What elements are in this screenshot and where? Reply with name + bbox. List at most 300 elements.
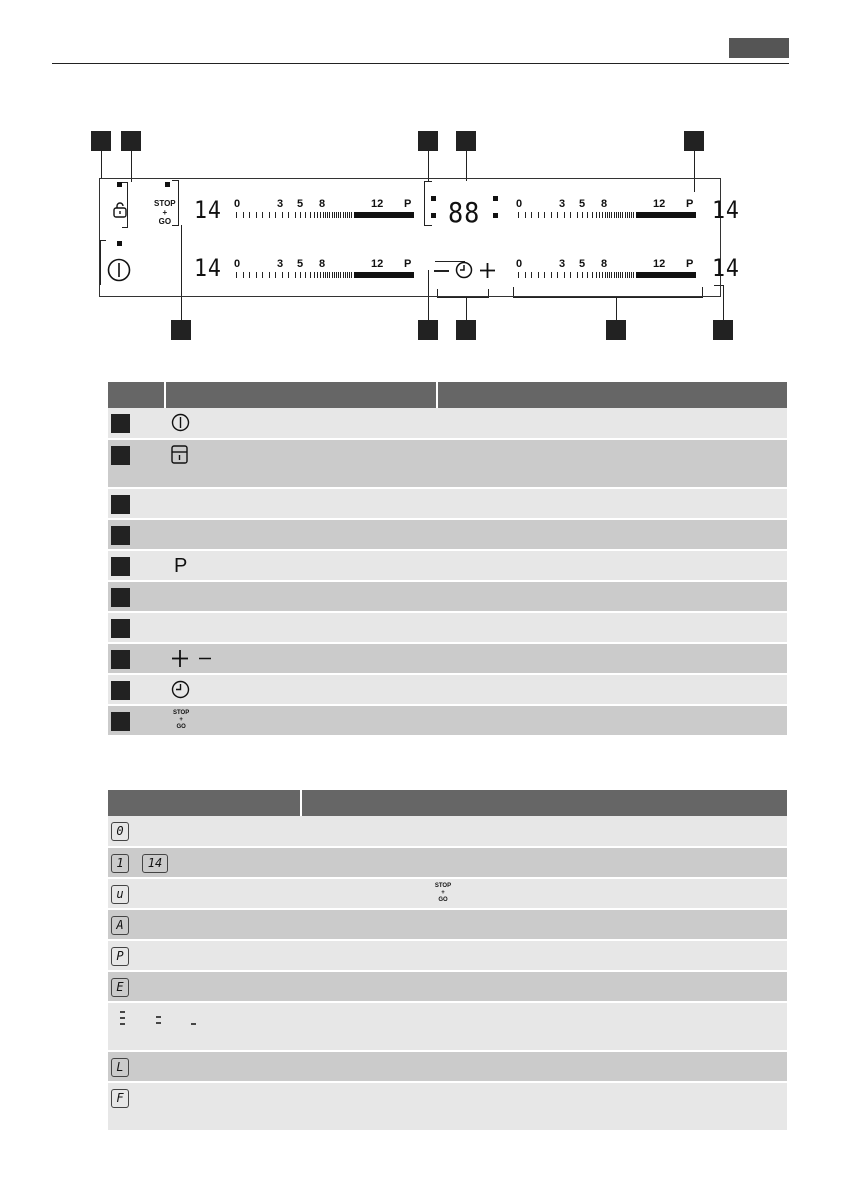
scale-tick [625,272,626,278]
scale-tick [340,272,341,278]
indicator-dot [431,213,436,218]
callout-9 [606,320,626,340]
scale-label: 3 [277,198,284,210]
scale-tick [627,212,628,218]
right-bottom-display: 14 [712,254,740,282]
table-cell [165,643,437,674]
scale-tick [633,272,634,278]
stop-go-line: GO [176,724,186,730]
scale-label: 3 [559,258,566,270]
callout-marker [111,712,130,731]
stop-go-line: + [162,208,168,217]
scale-label: P [404,258,412,270]
table-cell [108,488,165,519]
table-row [108,847,787,878]
scale-tick [525,272,526,278]
scale-tick [310,272,311,278]
stop-go-icon[interactable] [154,199,176,226]
scale-tick [334,212,335,218]
scale-tick [338,272,339,278]
scale-tick [336,212,337,218]
scale-tick [336,272,337,278]
display-code: P [111,947,129,966]
scale-tick [609,272,610,278]
table-cell [437,674,787,705]
scale-tick [320,272,321,278]
table-cell [301,1082,787,1131]
scale-tick [310,212,311,218]
indicator-dot [117,241,122,246]
scale-label: 12 [653,198,666,210]
table-row [108,705,787,736]
table-header [108,790,787,816]
scale-label: 0 [516,198,523,210]
table-row [108,550,787,581]
scale-tick [334,272,335,278]
plus-minus-icon [171,649,215,668]
scale-tick [345,272,346,278]
scale-tick [256,212,257,218]
callout-marker [111,557,130,576]
scale-tick [343,272,344,278]
table-cell [437,439,787,488]
scale-tick [325,272,326,278]
table-header [108,382,787,408]
scale-label: 12 [653,258,666,270]
callout-marker [111,526,130,545]
scale-tick [605,212,606,218]
scale-tick [347,272,348,278]
table-cell [108,940,301,971]
scale-tick [314,272,315,278]
scale-tick [605,272,606,278]
scale-tick [288,212,289,218]
callout-marker [111,650,130,669]
stop-go-line: STOP [154,199,176,208]
table-cell [108,519,165,550]
stop-go-line: STOP [173,710,190,716]
display-code: u [111,885,129,904]
table-cell [108,674,165,705]
stop-go-line: GO [438,897,448,903]
scale-bar [636,272,696,278]
scale-label: 0 [234,198,241,210]
display-code: 0 [111,822,129,841]
callout-1 [91,131,111,151]
stop-go-line: + [441,890,445,896]
table-cell [301,971,787,1002]
callout-10 [713,320,733,340]
leader-line [466,151,467,181]
scale-tick [614,272,615,278]
table-cell [165,488,437,519]
scale-tick [288,272,289,278]
scale-tick [295,272,296,278]
scale-tick [249,212,250,218]
scale-tick [295,212,296,218]
table-cell [108,1051,301,1082]
on-off-icon[interactable] [107,258,131,282]
scale-tick [596,212,597,218]
timer-icon[interactable] [455,261,473,279]
scale-label: 8 [601,198,608,210]
table-row [108,971,787,1002]
slider-right-top[interactable] [516,198,696,224]
scale-tick [577,272,578,278]
timer-display: 88 [448,196,481,229]
stop-go-line: STOP [434,883,452,889]
scale-label: 12 [371,198,384,210]
scale-label: 0 [516,258,523,270]
indicator-dot [431,196,436,201]
scale-tick [564,212,565,218]
scale-tick [631,272,632,278]
scale-tick [618,212,619,218]
table-cell [108,1082,301,1131]
scale-tick [323,212,324,218]
callout-2 [121,131,141,151]
scale-tick [551,272,552,278]
table-cell [108,581,165,612]
scale-tick [525,212,526,218]
scale-tick [620,272,621,278]
plus-icon[interactable] [479,262,496,279]
scale-tick [269,212,270,218]
scale-tick [596,272,597,278]
scale-tick [602,272,603,278]
display-code: L [111,1058,129,1077]
lock-icon[interactable] [112,202,128,218]
scale-tick [607,212,608,218]
scale-tick [327,272,328,278]
callout-7 [418,320,438,340]
table-cell [437,612,787,643]
display-code: E [111,978,129,997]
table-row [108,674,787,705]
table-cell [437,550,787,581]
table-cell [108,643,165,674]
table-cell [437,581,787,612]
table-cell [165,550,437,581]
scale-tick [518,272,519,278]
scale-tick [531,212,532,218]
scale-tick [564,272,565,278]
scale-tick [599,272,600,278]
scale-tick [544,212,545,218]
scale-tick [329,212,330,218]
table-row [108,1051,787,1082]
stop-go-line: + [179,717,183,723]
p-icon: P [174,555,188,577]
table-row [108,643,787,674]
scale-tick [587,272,588,278]
table-cell [301,1002,787,1051]
scale-label: 0 [234,258,241,270]
scale-tick [602,212,603,218]
callout-6 [171,320,191,340]
callout-marker [111,495,130,514]
scale-label: 5 [579,258,586,270]
header-cell [165,382,437,408]
table-row [108,488,787,519]
leader-line [101,151,102,178]
scale-tick [243,212,244,218]
scale-tick [347,212,348,218]
table-cell [108,971,301,1002]
scale-tick [622,272,623,278]
table-cell [165,439,437,488]
indicator-dot [493,213,498,218]
table-cell [108,1002,301,1051]
scale-tick [243,272,244,278]
scale-tick [616,272,617,278]
scale-tick [343,212,344,218]
scale-label: P [404,198,412,210]
scale-tick [557,212,558,218]
scale-tick [625,212,626,218]
table-cell [301,816,787,847]
scale-tick [249,272,250,278]
left-bottom-display: 14 [194,254,222,282]
header-tab [729,38,789,58]
display-code: A [111,916,129,935]
on-off-icon [171,413,190,432]
scale-tick [587,212,588,218]
scale-tick [300,212,301,218]
scale-tick [531,272,532,278]
callout-5 [684,131,704,151]
scale-label: 5 [297,258,304,270]
table-cell [108,612,165,643]
minus-icon[interactable] [434,270,449,272]
left-top-display: 14 [194,196,222,224]
stop-go-icon [173,710,189,731]
table-row [108,519,787,550]
scale-tick [582,272,583,278]
table-row [108,1082,787,1131]
scale-bar [354,212,414,218]
scale-tick [611,212,612,218]
header-cell [301,790,787,816]
table-cell [108,816,301,847]
scale-tick [622,212,623,218]
table-row [108,581,787,612]
scale-tick [275,272,276,278]
scale-tick [592,212,593,218]
scale-tick [262,212,263,218]
table-cell [108,878,301,909]
scale-tick [611,272,612,278]
header-cell [108,382,165,408]
scale-tick [282,272,283,278]
scale-label: 5 [297,198,304,210]
scale-bar [354,272,414,278]
table-cell [165,519,437,550]
table-cell [108,439,165,488]
scale-tick [317,212,318,218]
scale-tick [269,272,270,278]
table-cell [108,408,165,439]
residual-heat-icon [116,1009,206,1033]
scale-tick [305,272,306,278]
scale-tick [538,212,539,218]
scale-tick [551,212,552,218]
table-row [108,439,787,488]
table-cell [165,581,437,612]
scale-label: 8 [319,258,326,270]
scale-tick [351,272,352,278]
scale-tick [599,212,600,218]
scale-label: 8 [601,258,608,270]
stop-go-icon [432,883,454,904]
scale-tick [631,212,632,218]
table-displays [108,790,787,1132]
table-cell [108,847,301,878]
table-cell [108,705,165,736]
scale-tick [262,272,263,278]
scale-label: P [686,258,694,270]
slider-left-top[interactable] [234,198,414,224]
table-cell [437,488,787,519]
scale-tick [544,272,545,278]
leader-line [723,285,724,320]
table-cell [301,847,787,878]
lock-icon [171,445,188,464]
scale-tick [607,272,608,278]
scale-tick [570,212,571,218]
leader-line [428,151,429,181]
scale-label: 8 [319,198,326,210]
callout-marker [111,588,130,607]
table-row [108,816,787,847]
scale-tick [557,272,558,278]
callout-3 [418,131,438,151]
callout-marker [111,414,130,433]
scale-label: 5 [579,198,586,210]
table-cell [437,408,787,439]
callout-marker [111,619,130,638]
table-cell [301,909,787,940]
scale-tick [618,272,619,278]
table-row [108,1002,787,1051]
scale-tick [338,212,339,218]
scale-tick [282,212,283,218]
scale-label: 12 [371,258,384,270]
scale-tick [616,212,617,218]
callout-8 [456,320,476,340]
scale-tick [349,272,350,278]
header-rule [52,63,789,64]
scale-tick [323,272,324,278]
table-cell [437,705,787,736]
table-cell [437,643,787,674]
scale-tick [538,272,539,278]
bracket [513,297,703,298]
scale-tick [609,212,610,218]
scale-tick [332,272,333,278]
stop-go-line: GO [158,217,172,226]
table-cell [301,878,787,909]
scale-tick [317,272,318,278]
scale-tick [332,212,333,218]
scale-tick [349,212,350,218]
scale-tick [633,212,634,218]
scale-tick [275,212,276,218]
scale-bar [636,212,696,218]
scale-tick [236,212,237,218]
scale-tick [345,212,346,218]
table-cell [165,408,437,439]
leader-line [616,297,617,320]
table-cell [165,674,437,705]
scale-tick [320,212,321,218]
scale-tick [236,272,237,278]
right-top-display: 14 [712,196,740,224]
header-cell [108,790,301,816]
table-cell [165,705,437,736]
scale-tick [582,212,583,218]
scale-tick [570,272,571,278]
scale-tick [351,212,352,218]
scale-tick [325,212,326,218]
scale-tick [305,212,306,218]
display-code: 14 [142,854,168,873]
leader-line [466,297,467,320]
table-cell [108,909,301,940]
scale-tick [627,272,628,278]
scale-tick [620,212,621,218]
timer-icon [171,680,190,699]
scale-label: 3 [277,258,284,270]
display-code: F [111,1089,129,1108]
table-cell [165,612,437,643]
table-cell [301,1051,787,1082]
slider-left-bottom[interactable] [234,258,414,284]
scale-tick [300,272,301,278]
scale-label: 3 [559,198,566,210]
header-cell [437,382,787,408]
scale-tick [340,212,341,218]
scale-tick [614,212,615,218]
indicator-dot [165,182,170,187]
table-row [108,940,787,971]
table-row [108,909,787,940]
scale-tick [577,212,578,218]
scale-tick [314,212,315,218]
slider-right-bottom[interactable] [516,258,696,284]
scale-tick [592,272,593,278]
scale-tick [629,272,630,278]
table-cell [301,940,787,971]
scale-tick [327,212,328,218]
callout-4 [456,131,476,151]
display-code: 1 [111,854,129,873]
callout-marker [111,446,130,465]
indicator-dot [117,182,122,187]
bracket [437,297,489,298]
table-row [108,878,787,909]
scale-label: P [686,198,694,210]
scale-tick [329,272,330,278]
scale-tick [629,212,630,218]
scale-tick [256,272,257,278]
indicator-dot [493,196,498,201]
table-cell [108,550,165,581]
table-controls [108,382,787,737]
callout-marker [111,681,130,700]
table-row [108,408,787,439]
table-cell [437,519,787,550]
